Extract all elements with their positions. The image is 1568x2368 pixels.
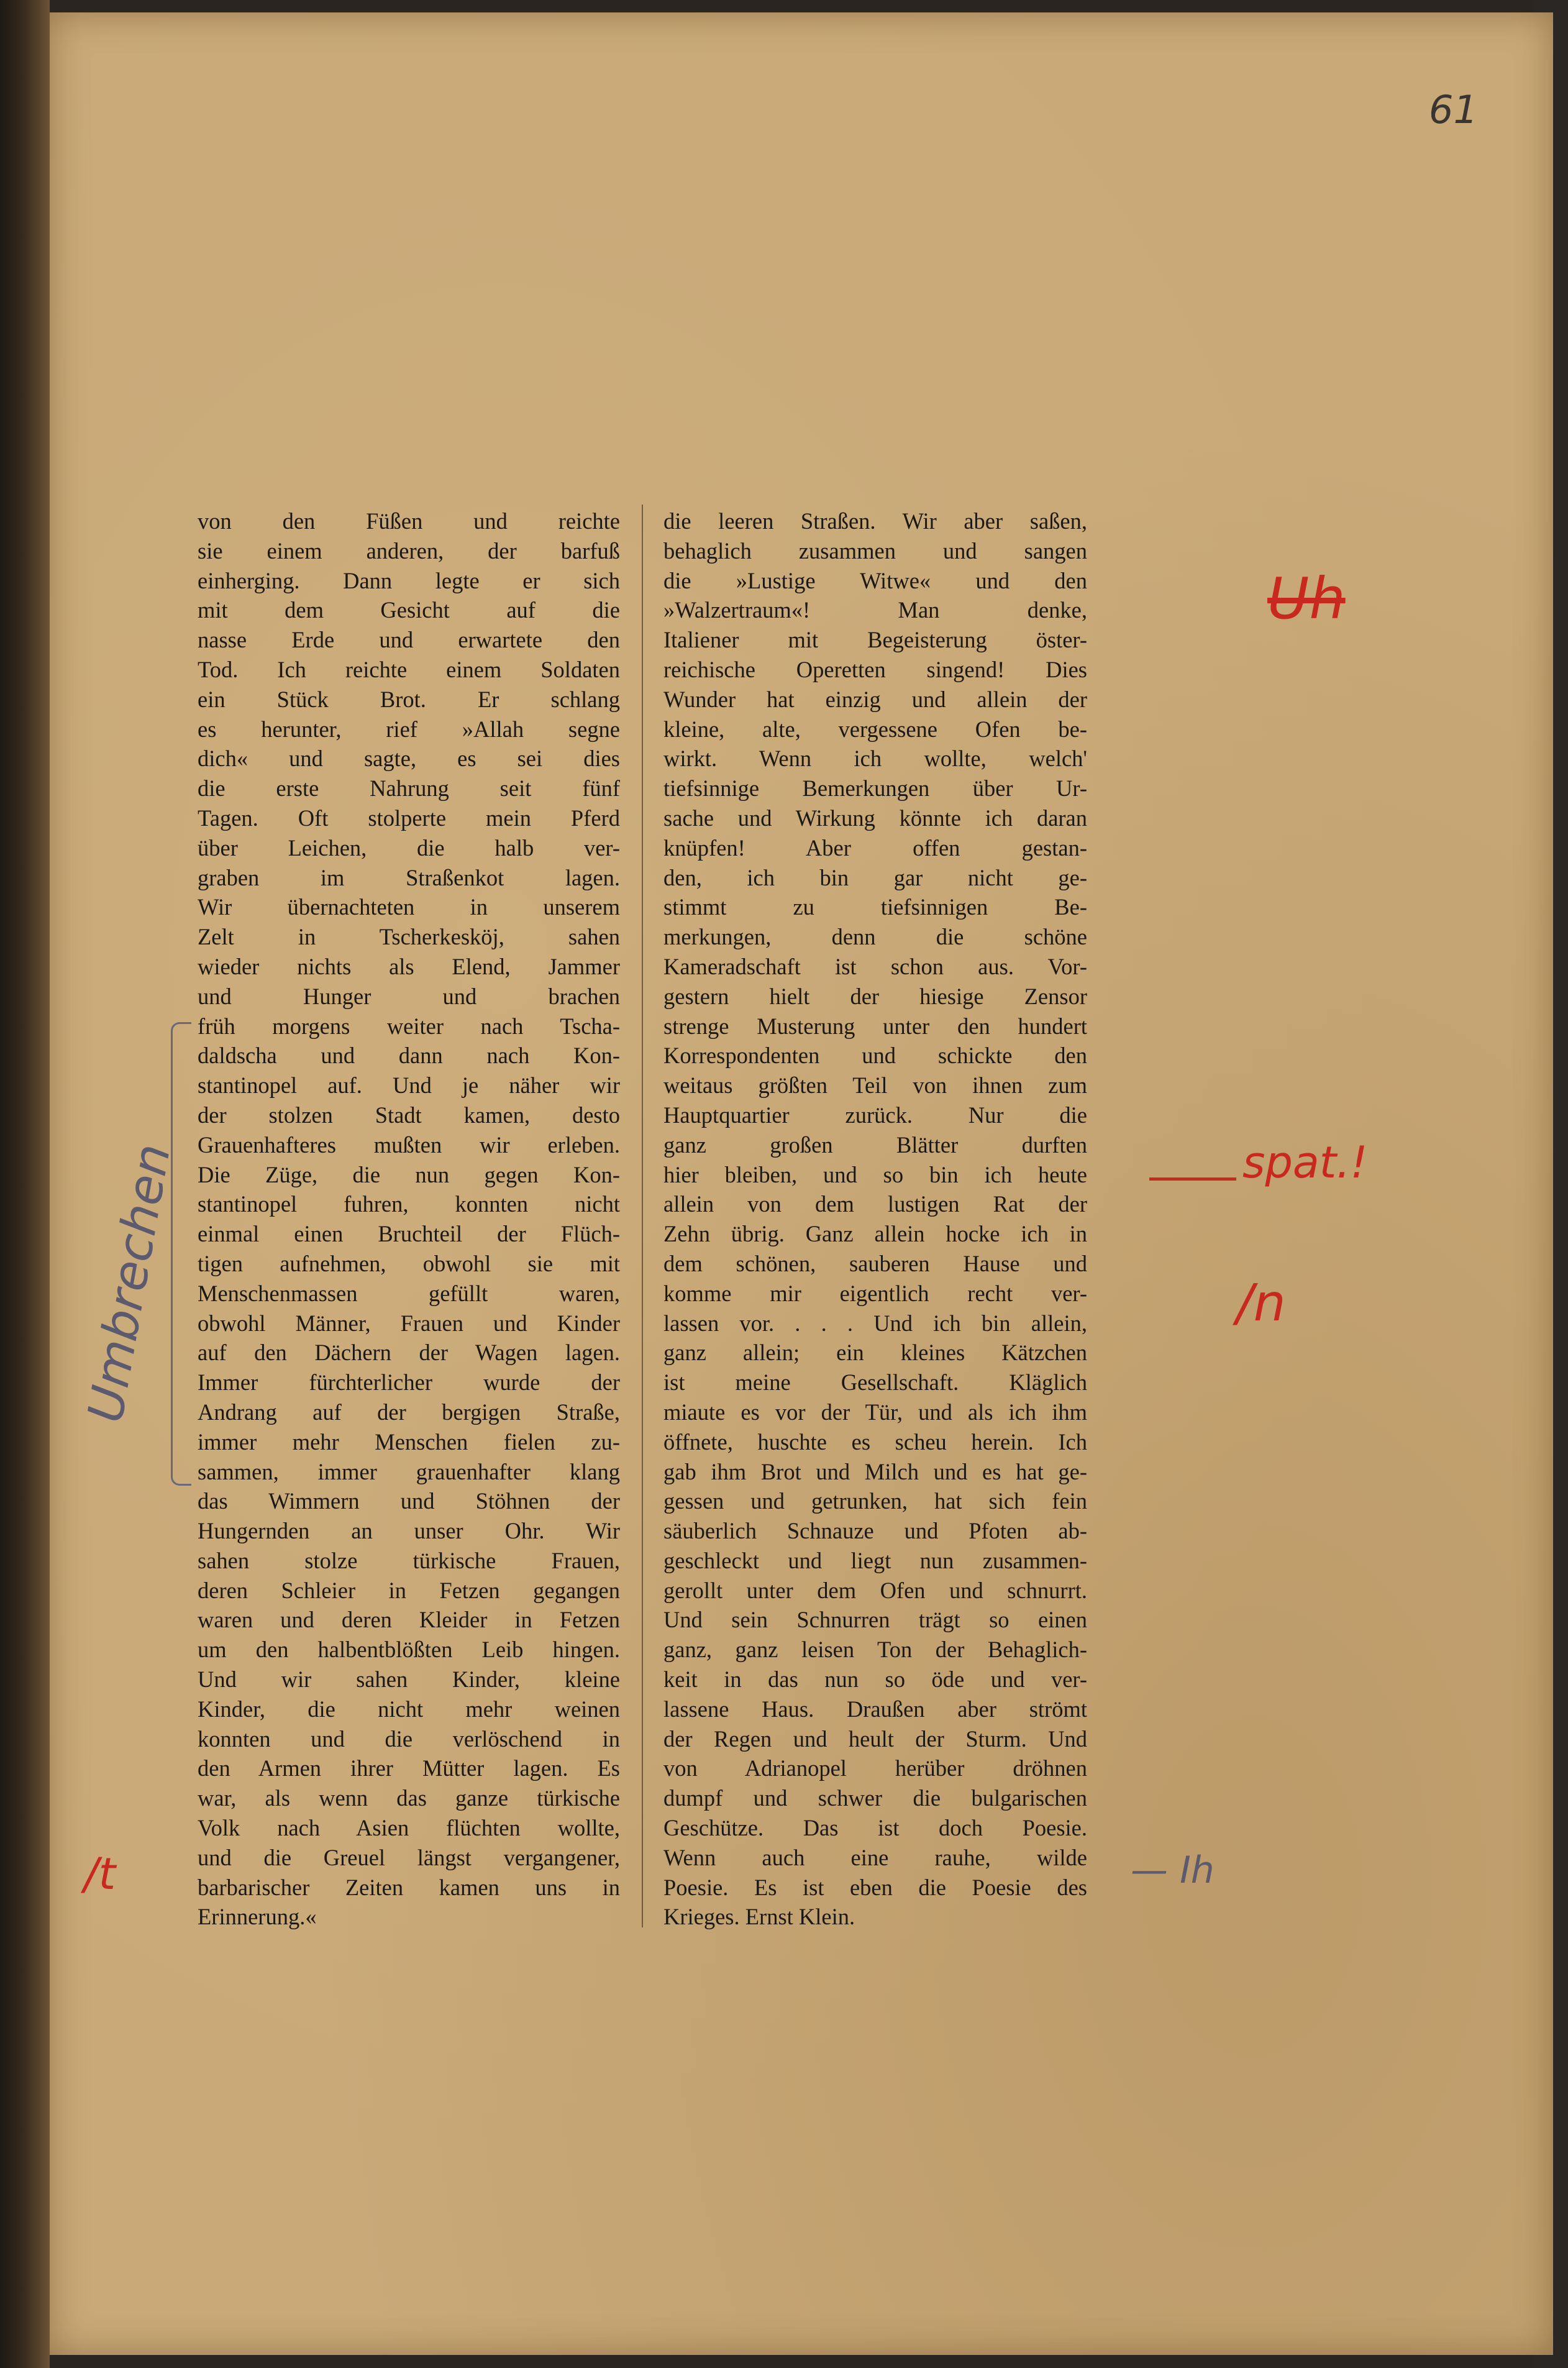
red-correction-t: /t xyxy=(84,1849,116,1899)
left-column-line: sie einem anderen, der barfuß xyxy=(198,537,620,564)
red-correction-mark-top: Uh xyxy=(1267,565,1346,632)
right-column-line: kleine, alte, vergessene Ofen be- xyxy=(663,716,1087,742)
left-column-line: mit dem Gesicht auf die xyxy=(198,597,620,623)
right-column-line: sache und Wirkung könnte ich daran xyxy=(663,805,1087,831)
right-column-line: gestern hielt der hiesige Zensor xyxy=(663,983,1087,1009)
left-column-line: nasse Erde und erwartete den xyxy=(198,627,620,653)
left-column-line: immer mehr Menschen fielen zu- xyxy=(198,1429,620,1455)
left-column-line: Wir übernachteten in unserem xyxy=(198,894,620,920)
left-column-line: Immer fürchterlicher wurde der xyxy=(198,1369,620,1396)
left-column-line: waren und deren Kleider in Fetzen xyxy=(198,1607,620,1633)
right-column-line: von Adrianopel herüber dröhnen xyxy=(663,1755,1087,1781)
right-column-line: ganz großen Blätter durften xyxy=(663,1131,1087,1158)
red-dash-mark xyxy=(1149,1177,1236,1181)
left-column-line: einherging. Dann legte er sich xyxy=(198,567,620,593)
left-column-line: daldscha und dann nach Kon- xyxy=(198,1043,620,1069)
right-column-line: stimmt zu tiefsinnigen Be- xyxy=(663,894,1087,920)
right-column-line: gab ihm Brot und Milch und es hat ge- xyxy=(663,1458,1087,1484)
right-column-line: Krieges. Ernst Klein. xyxy=(663,1904,855,1930)
right-column-line: hier bleiben, und so bin ich heute xyxy=(663,1161,1087,1187)
left-column-line: stantinopel fuhren, konnten nicht xyxy=(198,1191,620,1217)
left-text-column xyxy=(198,506,620,1932)
right-column-line: Geschütze. Das ist doch Poesie. xyxy=(663,1815,1087,1841)
left-column-line: Tagen. Oft stolperte mein Pferd xyxy=(198,805,620,831)
right-column-line: Und sein Schnurren trägt so einen xyxy=(663,1607,1087,1633)
right-column-line: ganz, ganz leisen Ton der Behaglich- xyxy=(663,1637,1087,1663)
left-column-line: Grauenhafteres mußten wir erleben. xyxy=(198,1131,620,1158)
pencil-margin-bracket xyxy=(171,1022,191,1486)
left-column-line: den Armen ihrer Mütter lagen. Es xyxy=(198,1755,620,1781)
left-column-line: Zelt in Tscherkesköj, sahen xyxy=(198,924,620,950)
right-column-line: reichische Operetten singend! Dies xyxy=(663,656,1087,682)
right-column-line: knüpfen! Aber offen gestan- xyxy=(663,834,1087,861)
right-column-line: strenge Musterung unter den hundert xyxy=(663,1013,1087,1039)
right-column-line: ist meine Gesellschaft. Kläglich xyxy=(663,1369,1087,1396)
pencil-bottom-note: — Ih xyxy=(1131,1849,1215,1892)
right-column-line: weitaus größten Teil von ihnen zum xyxy=(663,1072,1087,1099)
right-column-line: die leeren Straßen. Wir aber saßen, xyxy=(663,508,1087,534)
left-column-line: die erste Nahrung seit fünf xyxy=(198,775,620,802)
left-column-line: es herunter, rief »Allah segne xyxy=(198,716,620,742)
right-column-line: Zehn übrig. Ganz allein hocke ich in xyxy=(663,1221,1087,1247)
left-column-line: wieder nichts als Elend, Jammer xyxy=(198,953,620,979)
left-column-line: Menschenmassen gefüllt waren, xyxy=(198,1280,620,1306)
right-column-line: dem schönen, sauberen Hause und xyxy=(663,1250,1087,1276)
left-column-line: Und wir sahen Kinder, kleine xyxy=(198,1666,620,1693)
right-column-line: tiefsinnige Bemerkungen über Ur- xyxy=(663,775,1087,802)
left-column-line: sahen stolze türkische Frauen, xyxy=(198,1547,620,1573)
right-column-line: Korrespondenten und schickte den xyxy=(663,1043,1087,1069)
left-column-line: Die Züge, die nun gegen Kon- xyxy=(198,1161,620,1187)
left-column-line: früh morgens weiter nach Tscha- xyxy=(198,1013,620,1039)
left-column-line: von den Füßen und reichte xyxy=(198,508,620,534)
right-column-line: lassen vor. . . . Und ich bin allein, xyxy=(663,1310,1087,1336)
left-column-line: Erinnerung.« xyxy=(198,1904,317,1930)
left-column-line: tigen aufnehmen, obwohl sie mit xyxy=(198,1250,620,1276)
right-column-line: gessen und getrunken, hat sich fein xyxy=(663,1488,1087,1514)
page-number: 61 xyxy=(1429,87,1478,132)
right-column-line: keit in das nun so öde und ver- xyxy=(663,1666,1087,1693)
right-column-line: ganz allein; ein kleines Kätzchen xyxy=(663,1340,1087,1366)
left-column-line: und die Greuel längst vergangener, xyxy=(198,1844,620,1870)
right-column-line: lassene Haus. Draußen aber strömt xyxy=(663,1696,1087,1722)
right-column-line: merkungen, denn die schöne xyxy=(663,924,1087,950)
right-column-line: Italiener mit Begeisterung öster- xyxy=(663,627,1087,653)
left-column-line: das Wimmern und Stöhnen der xyxy=(198,1488,620,1514)
left-column-line: Andrang auf der bergigen Straße, xyxy=(198,1399,620,1425)
right-column-line: komme mir eigentlich recht ver- xyxy=(663,1280,1087,1306)
right-column-line: öffnete, huschte es scheu herein. Ich xyxy=(663,1429,1087,1455)
right-column-line: Wunder hat einzig und allein der xyxy=(663,686,1087,712)
right-column-line: Kameradschaft ist schon aus. Vor- xyxy=(663,953,1087,979)
left-column-line: war, als wenn das ganze türkische xyxy=(198,1785,620,1811)
right-column-line: Wenn auch eine rauhe, wilde xyxy=(663,1844,1087,1870)
right-column-line: den, ich bin gar nicht ge- xyxy=(663,864,1087,890)
left-column-line: konnten und die verlöschend in xyxy=(198,1726,620,1752)
left-column-line: der stolzen Stadt kamen, desto xyxy=(198,1102,620,1128)
right-column-line: die »Lustige Witwe« und den xyxy=(663,567,1087,593)
right-column-line: Hauptquartier zurück. Nur die xyxy=(663,1102,1087,1128)
left-column-line: über Leichen, die halb ver- xyxy=(198,834,620,861)
left-column-line: um den halbentblößten Leib hingen. xyxy=(198,1637,620,1663)
right-column-line: der Regen und heult der Sturm. Und xyxy=(663,1726,1087,1752)
left-column-line: dich« und sagte, es sei dies xyxy=(198,746,620,772)
right-column-line: Poesie. Es ist eben die Poesie des xyxy=(663,1874,1087,1900)
left-column-line: graben im Straßenkot lagen. xyxy=(198,864,620,890)
left-column-line: Kinder, die nicht mehr weinen xyxy=(198,1696,620,1722)
scan-left-edge xyxy=(0,0,50,2368)
red-correction-n: /n xyxy=(1236,1274,1286,1333)
pencil-margin-note: Umbrechen xyxy=(78,1140,182,1427)
left-column-line: Volk nach Asien flüchten wollte, xyxy=(198,1815,620,1841)
left-column-line: einmal einen Bruchteil der Flüch- xyxy=(198,1221,620,1247)
right-column-line: geschleckt und liegt nun zusammen- xyxy=(663,1547,1087,1573)
column-divider xyxy=(642,505,643,1927)
left-column-line: Hungernden an unser Ohr. Wir xyxy=(198,1518,620,1544)
right-column-line: »Walzertraum«! Man denke, xyxy=(663,597,1087,623)
right-column-line: miaute es vor der Tür, und als ich ihm xyxy=(663,1399,1087,1425)
right-column-line: dumpf und schwer die bulgarischen xyxy=(663,1785,1087,1811)
left-column-line: und Hunger und brachen xyxy=(198,983,620,1009)
right-column-line: behaglich zusammen und sangen xyxy=(663,537,1087,564)
right-column-line: säuberlich Schnauze und Pfoten ab- xyxy=(663,1518,1087,1544)
left-column-line: obwohl Männer, Frauen und Kinder xyxy=(198,1310,620,1336)
left-column-line: barbarischer Zeiten kamen uns in xyxy=(198,1874,620,1900)
left-column-line: deren Schleier in Fetzen gegangen xyxy=(198,1577,620,1603)
right-column-line: allein von dem lustigen Rat der xyxy=(663,1191,1087,1217)
left-column-line: stantinopel auf. Und je näher wir xyxy=(198,1072,620,1099)
red-correction-spat: spat.! xyxy=(1242,1137,1368,1188)
left-column-line: sammen, immer grauenhafter klang xyxy=(198,1458,620,1484)
right-column-line: gerollt unter dem Ofen und schnurrt. xyxy=(663,1577,1087,1603)
right-column-line: wirkt. Wenn ich wollte, welch' xyxy=(663,746,1087,772)
right-text-column xyxy=(663,506,1087,1932)
left-column-line: Tod. Ich reichte einem Soldaten xyxy=(198,656,620,682)
left-column-line: ein Stück Brot. Er schlang xyxy=(198,686,620,712)
left-column-line: auf den Dächern der Wagen lagen. xyxy=(198,1340,620,1366)
